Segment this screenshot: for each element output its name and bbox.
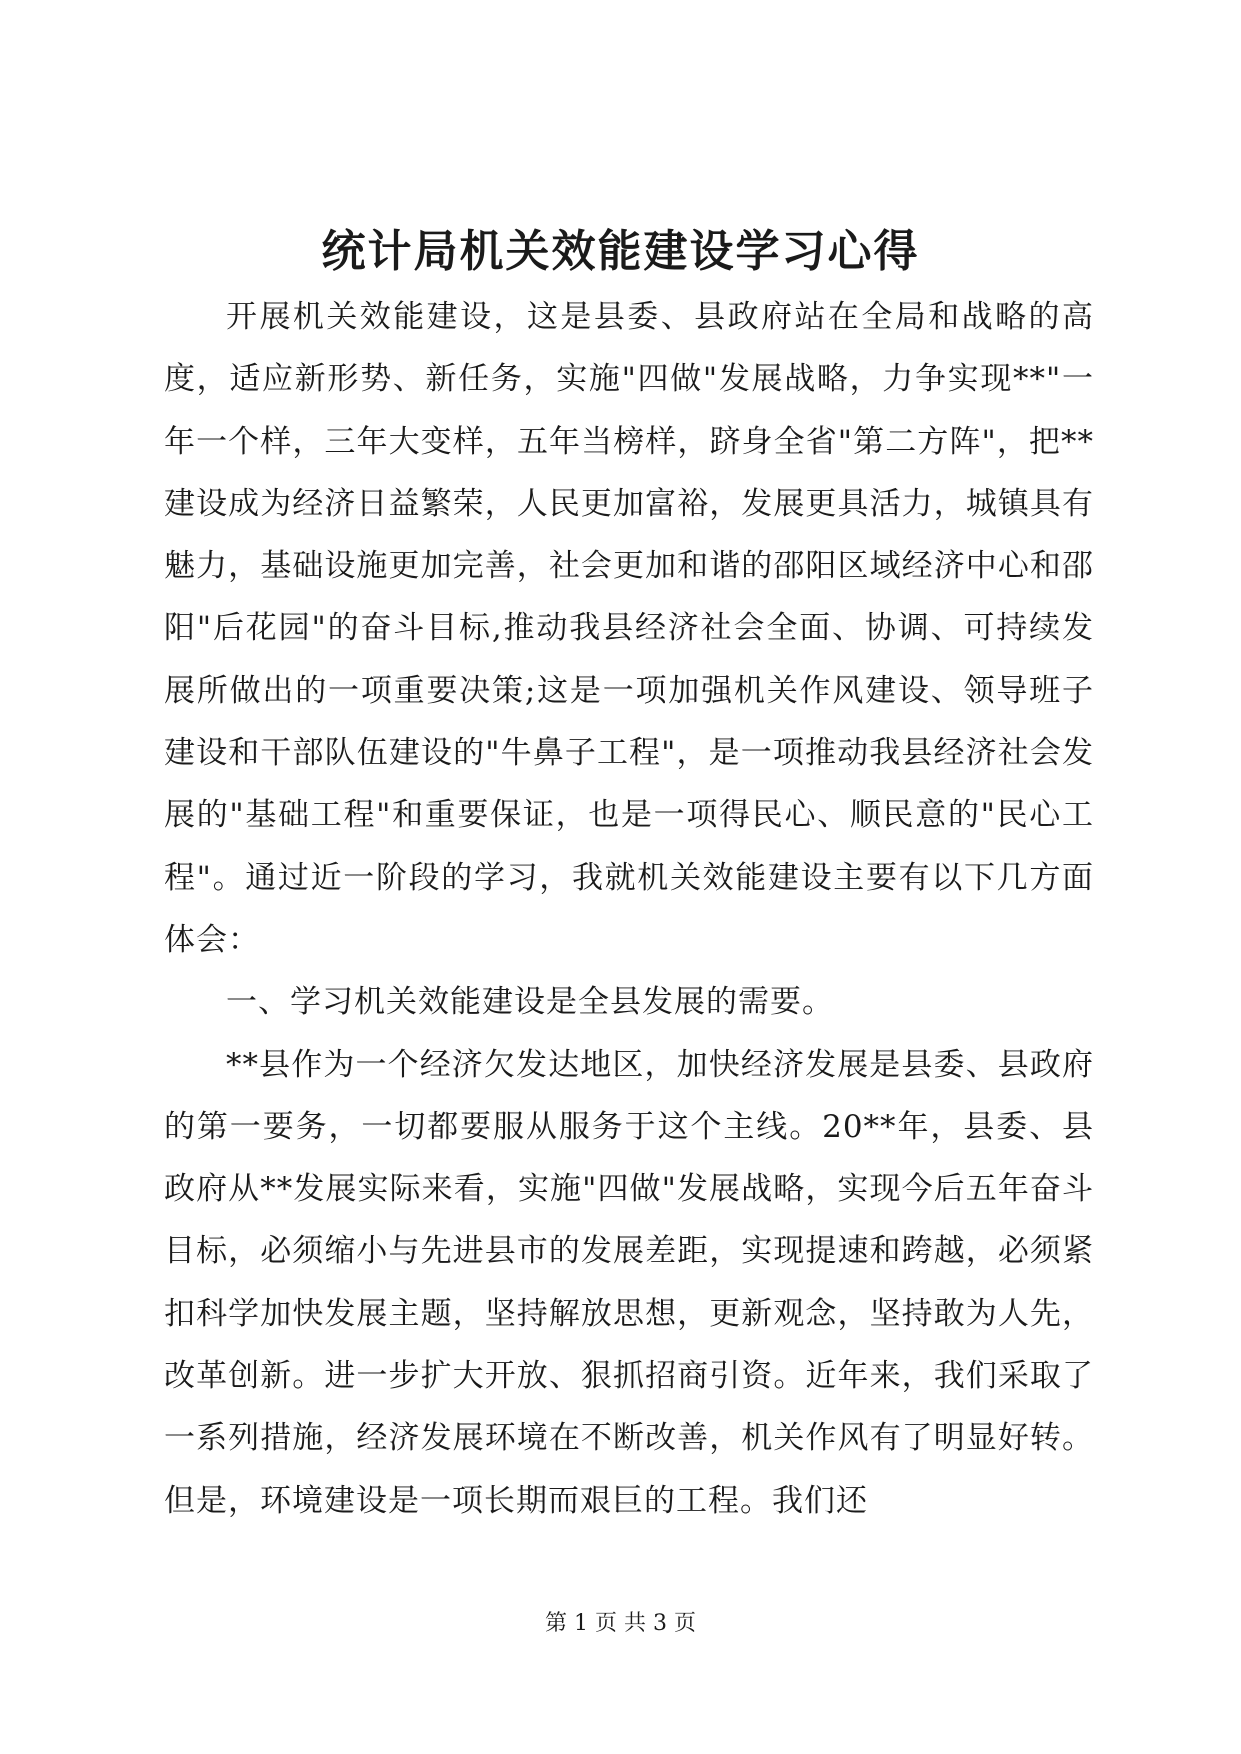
document-body — [164, 286, 1094, 1532]
paragraph-section-heading: 一、学习机关效能建设是全县发展的需要。 — [226, 984, 834, 1021]
paragraph-section-body: **县作为一个经济欠发达地区，加快经济发展是县委、县政府的第一要务，一切都要服从服务于这个主线。20**年，县委、县政府从**发展实际来看，实施"四做"发展战略，实现今后五年奋斗目标，必须缩小与先进县市的发展差距，实现提速和跨越，必须紧扣科学加快发展主题，坚持解放思想，更新观念，坚持敢为人先，改革创新。进一步扩大开放、狠抓招商引资。近年来，我们采取了一系列措施，经济发展环境在不断改善，机关作风有了明显好转。但是，环境建设是一项长期而艰巨的工程。我们还 — [164, 1046, 1094, 1519]
paragraph-intro: 开展机关效能建设，这是县委、县政府站在全局和战略的高度，适应新形势、新任务，实施"四做"发展战略，力争实现**"一年一个样，三年大变样，五年当榜样，跻身全省"第二方阵"，把**建设成为经济日益繁荣，人民更加富裕，发展更具活力，城镇具有魅力，基础设施更加完善，社会更加和谐的邵阳区域经济中心和邵阳"后花园"的奋斗目标,推动我县经济社会全面、协调、可持续发展所做出的一项重要决策;这是一项加强机关作风建设、领导班子建设和干部队伍建设的"牛鼻子工程"，是一项推动我县经济社会发展的"基础工程"和重要保证，也是一项得民心、顺民意的"民心工程"。通过近一阶段的学习，我就机关效能建设主要有以下几方面体会： — [164, 299, 1094, 958]
document-title: 统计局机关效能建设学习心得 — [321, 226, 920, 277]
page-footer: 第 1 页 共 3 页 — [545, 1611, 696, 1636]
